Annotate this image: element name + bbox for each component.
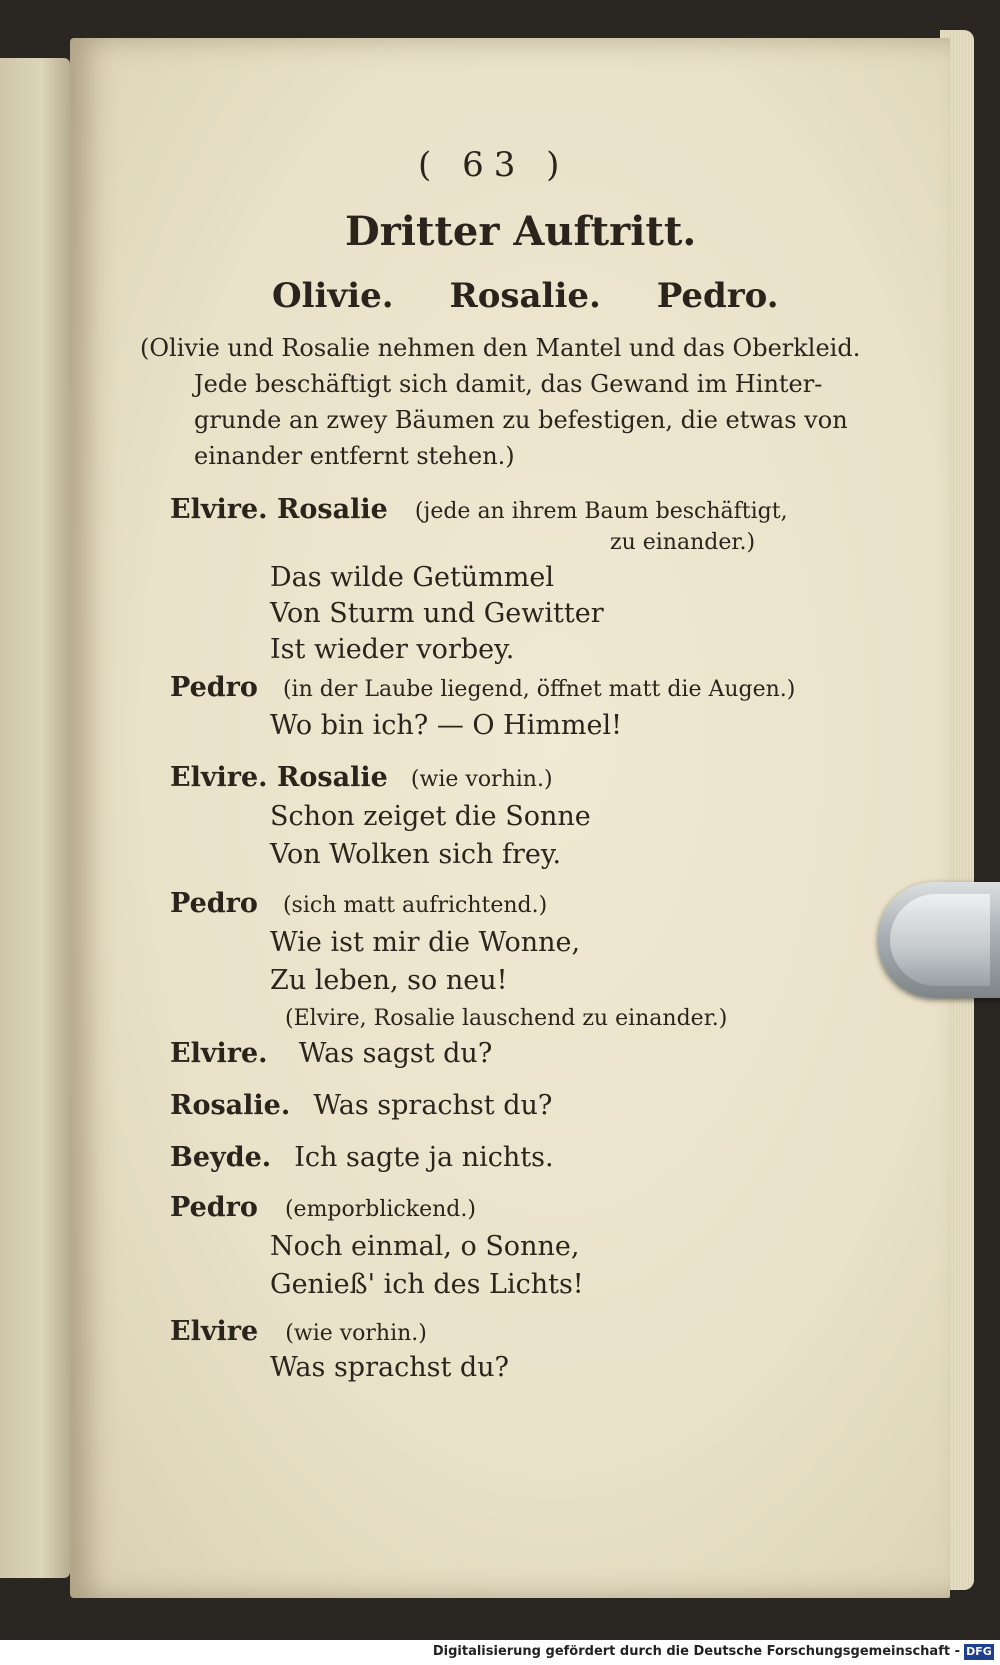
stage-direction-line: (Olivie und Rosalie nehmen den Mantel und das Oberkleid. [140, 334, 861, 362]
stage-direction: (in der Laube liegend, öffnet matt die Augen.) [282, 677, 796, 702]
speaker: Beyde. [170, 1142, 272, 1173]
verse-line: Das wilde Getümmel [270, 562, 555, 593]
left-page-edge [0, 58, 70, 1578]
dialogue-8 [170, 1192, 476, 1223]
verse-block [270, 560, 604, 668]
scene-title: Dritter Auftritt. [345, 208, 697, 255]
stage-direction-line: Jede beschäftigt sich damit, das Gewand im Hinter- [194, 370, 823, 398]
page-number: ( 63 ) [418, 145, 570, 185]
footer-credit: Digitalisierung gefördert durch die Deutsche Forschungsgemeinschaft - [432, 1644, 960, 1659]
verse-line: Was sprachst du? [270, 1352, 510, 1383]
verse-line: Noch einmal, o Sonne, [270, 1231, 580, 1262]
stage-direction: (Elvire, Rosalie lauschend zu einander.) [285, 1006, 728, 1031]
stage-direction: (wie vorhin.) [410, 767, 553, 792]
character-name: Pedro. [656, 276, 779, 316]
character-name: Rosalie. [449, 276, 601, 316]
stage-direction: (emporblickend.) [284, 1197, 476, 1222]
speaker: Pedro [170, 672, 258, 703]
verse-line: Genieß' ich des Lichts! [270, 1269, 584, 1300]
speaker: Pedro [170, 888, 258, 919]
dfg-logo: DFG [964, 1644, 994, 1660]
verse-block [270, 798, 591, 874]
verse-line: Was sagst du? [298, 1038, 493, 1069]
verse-line: Was sprachst du? [313, 1090, 553, 1121]
stage-direction: (wie vorhin.) [285, 1321, 427, 1346]
stage-direction: (sich matt aufrichtend.) [282, 893, 548, 918]
stage-direction: zu einander.) [610, 530, 756, 555]
verse-line: Wo bin ich? — O Himmel! [270, 710, 623, 741]
verse-line: Ist wieder vorbey. [270, 634, 515, 665]
character-list [272, 276, 823, 316]
dialogue-5 [170, 1038, 492, 1069]
speaker: Elvire. [170, 1038, 268, 1069]
verse-block [270, 924, 580, 1000]
dialogue-9 [170, 1316, 427, 1347]
verse-line: Wie ist mir die Wonne, [270, 927, 581, 958]
speaker: Pedro [170, 1192, 258, 1223]
speaker: Elvire. Rosalie [170, 762, 388, 793]
dialogue-1 [170, 494, 788, 525]
dialogue-4 [170, 888, 547, 919]
dialogue-7 [170, 1142, 554, 1173]
stage-direction-line: einander entfernt stehen.) [194, 442, 515, 470]
stage-direction [140, 330, 860, 474]
dialogue-6 [170, 1090, 552, 1121]
verse-line: Von Sturm und Gewitter [270, 598, 604, 629]
dialogue-3 [170, 762, 553, 793]
stage-direction: (jede an ihrem Baum beschäftigt, [414, 499, 788, 524]
verse-line: Ich sagte ja nichts. [294, 1142, 554, 1173]
character-name: Olivie. [272, 276, 394, 316]
verse-line: Schon zeiget die Sonne [270, 801, 591, 832]
verse-line: Von Wolken sich frey. [270, 839, 562, 870]
stage-direction-line: grunde an zwey Bäumen zu befestigen, die etwas von [194, 406, 848, 434]
page-clip [878, 882, 1000, 998]
verse-block [270, 1228, 584, 1304]
footer-bar [0, 1640, 1000, 1665]
speaker: Rosalie. [170, 1090, 291, 1121]
dialogue-2 [170, 672, 795, 703]
speaker: Elvire. Rosalie [170, 494, 388, 525]
speaker: Elvire [170, 1316, 259, 1347]
verse-line: Zu leben, so neu! [270, 965, 508, 996]
